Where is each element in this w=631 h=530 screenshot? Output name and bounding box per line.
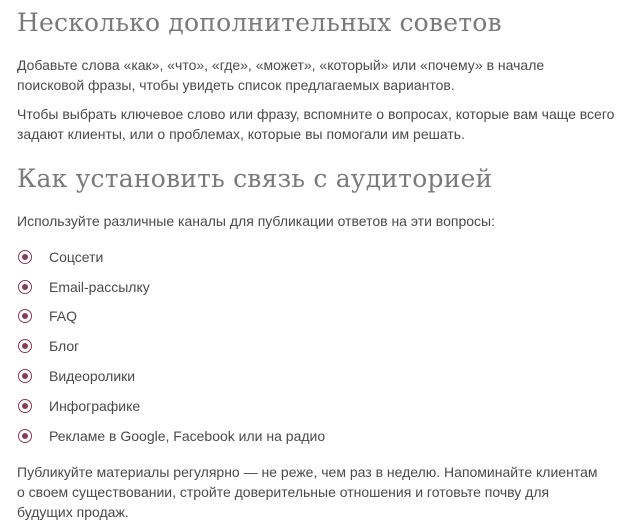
circle-bullet-icon [18,250,32,264]
list-item-label: Email-рассылку [49,278,150,295]
circle-bullet-icon [18,369,32,383]
list-item-label: Соцсети [49,248,104,265]
list-item [17,331,325,361]
channels-intro: Используйте различные каналы для публикации ответов на эти вопросы: [17,213,495,229]
channels-list [17,242,325,451]
section-title-audience: Как установить связь с аудиторией [17,164,493,193]
list-item [17,421,325,451]
list-item [17,272,325,302]
list-item-label: Инфографике [49,397,141,414]
list-item [17,361,325,391]
tip-paragraph: Добавьте слова «как», «что», «где», «может», «который» или «почему» в начале поисковой фразы, чтобы увидеть список предлагаемых вариантов. [17,57,545,93]
list-item [17,302,325,332]
list-item-label: FAQ [49,308,78,325]
list-item [17,391,325,421]
tip-paragraph: Чтобы выбрать ключевое слово или фразу, вспомните о вопросах, которые вам чаще всего задают клиенты, или о проблемах, которые вы помогали им решать. [17,106,615,142]
closing-paragraph: Публикуйте материалы регулярно — не реже, чем раз в неделю. Напоминайте клиентам о своем существовании, стройте доверительные отношения и готовьте почву для будущих продаж. [17,464,598,520]
circle-bullet-icon [18,309,32,323]
list-item-label: Видеоролики [49,368,136,385]
circle-bullet-icon [18,339,32,353]
list-item-label: Рекламе в Google, Facebook или на радио [49,427,326,444]
list-item-label: Блог [49,338,80,355]
section-title-tips: Несколько дополнительных советов [17,8,502,37]
circle-bullet-icon [18,399,32,413]
circle-bullet-icon [18,429,32,443]
circle-bullet-icon [18,280,32,294]
list-item [17,242,325,272]
